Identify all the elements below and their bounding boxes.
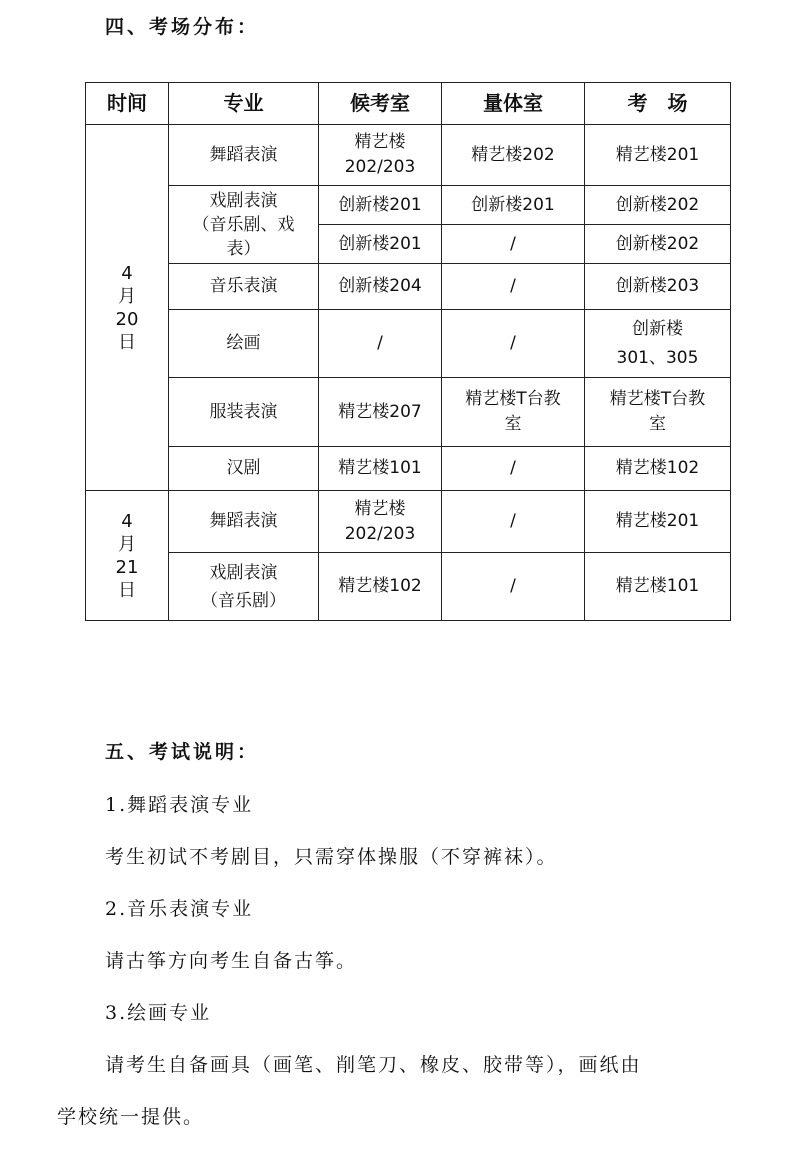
waiting-room-cell: / xyxy=(319,310,442,378)
exam-room-cell: 精艺楼T台教 室 xyxy=(585,378,731,447)
waiting-room-cell: 创新楼201 xyxy=(319,186,442,225)
waiting-room-cell: 创新楼204 xyxy=(319,264,442,310)
header-exam-room: 考 场 xyxy=(585,83,731,125)
table-row xyxy=(86,378,731,447)
measure-room-cell: / xyxy=(442,225,585,264)
exam-room-cell: 精艺楼101 xyxy=(585,553,731,621)
waiting-room-cell: 精艺楼207 xyxy=(319,378,442,447)
waiting-room-cell: 精艺楼102 xyxy=(319,553,442,621)
major-cell: 绘画 xyxy=(169,310,319,378)
table-row xyxy=(86,553,731,621)
header-waiting-room: 候考室 xyxy=(319,83,442,125)
item3-title: 3.绘画专业 xyxy=(105,1002,212,1024)
header-time: 时间 xyxy=(86,83,169,125)
item2-text: 请古筝方向考生自备古筝。 xyxy=(105,950,358,972)
exam-room-cell: 精艺楼102 xyxy=(585,447,731,491)
item2-title: 2.音乐表演专业 xyxy=(105,898,254,920)
section5-heading: 五、考试说明： xyxy=(105,741,260,763)
date-cell-apr20: 4 月 20 日 xyxy=(86,125,169,491)
waiting-room-cell: 精艺楼 202/203 xyxy=(319,125,442,186)
major-cell: 舞蹈表演 xyxy=(169,491,319,553)
header-measure-room: 量体室 xyxy=(442,83,585,125)
major-cell: 音乐表演 xyxy=(169,264,319,310)
section4-heading: 四、考场分布： xyxy=(105,16,260,38)
table-row xyxy=(86,125,731,186)
item3-text-line1: 请考生自备画具（画笔、削笔刀、橡皮、胶带等），画纸由 xyxy=(105,1054,642,1076)
table-row xyxy=(86,186,731,225)
exam-room-cell: 创新楼202 xyxy=(585,186,731,225)
exam-room-cell: 创新楼203 xyxy=(585,264,731,310)
exam-room-cell: 精艺楼201 xyxy=(585,125,731,186)
measure-room-cell: 精艺楼202 xyxy=(442,125,585,186)
measure-room-cell: / xyxy=(442,491,585,553)
table-row xyxy=(86,264,731,310)
waiting-room-cell: 精艺楼101 xyxy=(319,447,442,491)
major-cell: 服装表演 xyxy=(169,378,319,447)
measure-room-cell: / xyxy=(442,264,585,310)
table-row xyxy=(86,310,731,378)
table-row xyxy=(86,447,731,491)
measure-room-cell: / xyxy=(442,447,585,491)
measure-room-cell: 精艺楼T台教 室 xyxy=(442,378,585,447)
exam-location-table xyxy=(85,82,731,621)
date-cell-apr21: 4 月 21 日 xyxy=(86,491,169,621)
item3-text-line2: 学校统一提供。 xyxy=(57,1106,205,1128)
measure-room-cell: / xyxy=(442,310,585,378)
exam-room-cell: 精艺楼201 xyxy=(585,491,731,553)
waiting-room-cell: 创新楼201 xyxy=(319,225,442,264)
item1-text: 考生初试不考剧目，只需穿体操服（不穿裤袜）。 xyxy=(105,846,558,868)
major-cell: 戏剧表演 （音乐剧） xyxy=(169,553,319,621)
measure-room-cell: / xyxy=(442,553,585,621)
major-cell: 戏剧表演 （音乐剧、戏 表） xyxy=(169,186,319,264)
item1-title: 1.舞蹈表演专业 xyxy=(105,794,254,816)
table-header-row xyxy=(86,83,731,125)
major-cell: 汉剧 xyxy=(169,447,319,491)
header-major: 专业 xyxy=(169,83,319,125)
exam-room-cell: 创新楼202 xyxy=(585,225,731,264)
table-row xyxy=(86,491,731,553)
waiting-room-cell: 精艺楼 202/203 xyxy=(319,491,442,553)
exam-room-cell: 创新楼 301、305 xyxy=(585,310,731,378)
measure-room-cell: 创新楼201 xyxy=(442,186,585,225)
major-cell: 舞蹈表演 xyxy=(169,125,319,186)
